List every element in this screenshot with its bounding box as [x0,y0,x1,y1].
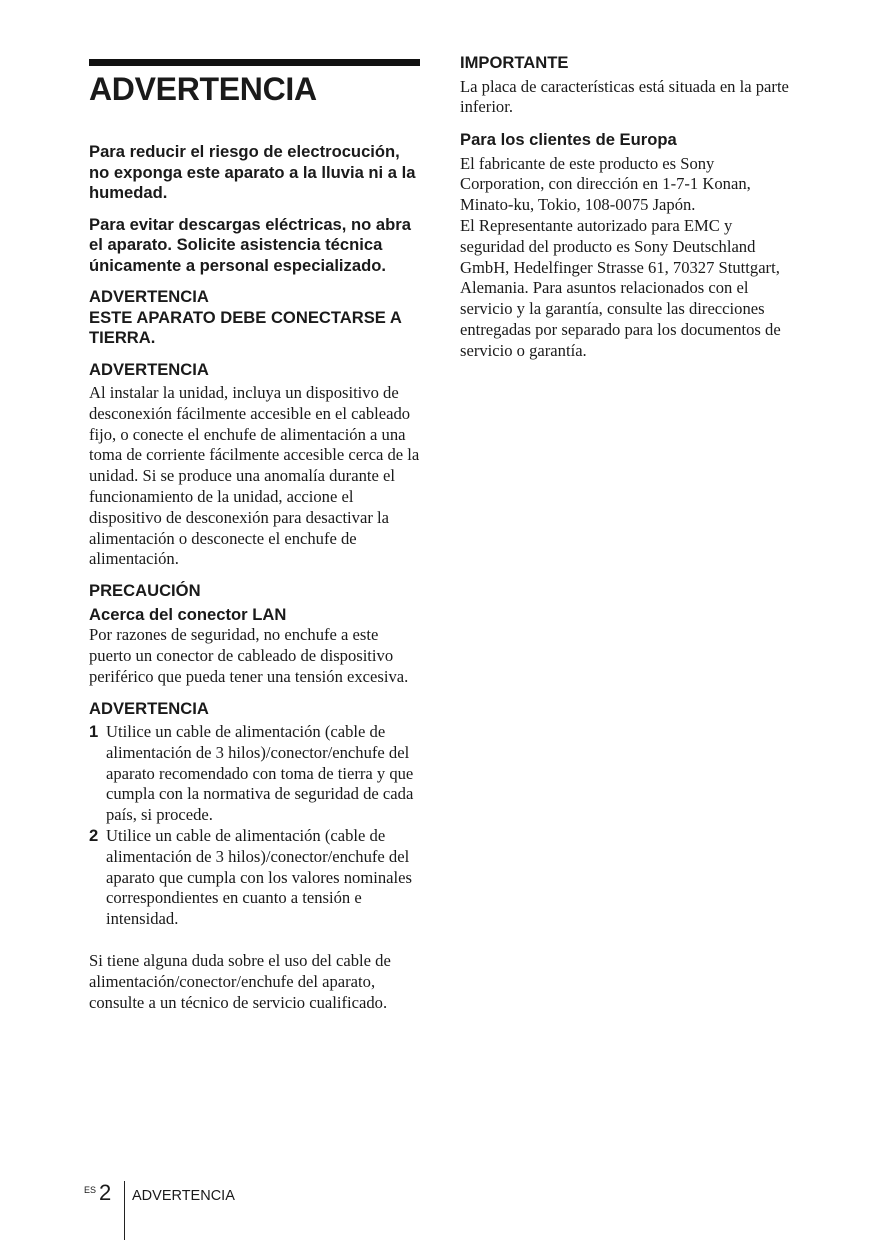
important-heading: IMPORTANTE [460,53,569,72]
warning-power-cord-heading: ADVERTENCIA [89,698,209,718]
footer-language-code: ES [84,1185,97,1195]
list-item [89,722,420,826]
europe-representative-body: El Representante autorizado para EMC y seguridad del producto es Sony Deutschland GmbH, Hedelfinger Strasse 61, 70327 Stuttgart, Alemania. Para asuntos relacionados con el servicio y la garantía, consulte las direcciones entregadas por separado para los documentos de servicio o garantía. [460,215,781,360]
page-footer [84,1178,384,1240]
list-item-text: Utilice un cable de alimentación (cable de alimentación de 3 hilos)/conector/enchufe del aparato recomendado con toma de tierra y que cumpla con la normativa de seguridad de cada país, si procede. [106,722,414,825]
page-title: ADVERTENCIA [89,71,317,107]
warning-disconnect-body: Al instalar la unidad, incluya un dispositivo de desconexión fácilmente accesible en el cableado fijo, o conecte el enchufe de alimentación a una toma de corriente fácilmente accesible cerca de la unidad. Si se produce una anomalía durante el funcionamiento de la unidad, accione el dispositivo de desconexión para desactivar la alimentación o desconecte el enchufe de alimentación. [89,383,420,569]
caution-lan-subheading: Acerca del conector LAN [89,604,287,624]
footer-section-title: ADVERTENCIA [132,1188,235,1204]
left-column [89,59,420,1013]
warning-disconnect-heading: ADVERTENCIA [89,359,209,379]
list-item [89,826,420,930]
right-column [460,53,792,362]
warning-do-not-open: Para evitar descargas eléctricas, no abra el aparato. Solicite asistencia técnica únicamente a personal especializado. [89,214,411,275]
closing-paragraph: Si tiene alguna duda sobre el uso del cable de alimentación/conector/enchufe del aparato, consulte a un técnico de servicio cualificado. [89,951,391,1012]
footer-divider [124,1181,125,1240]
warning-rain-moisture: Para reducir el riesgo de electrocución, no exponga este aparato a la lluvia ni a la humedad. [89,142,416,202]
footer-page-number: 2 [99,1180,112,1205]
power-cord-list [89,722,420,930]
warning-ground-heading: ADVERTENCIA [89,287,209,306]
caution-heading: PRECAUCIÓN [89,581,201,601]
europe-heading: Para los clientes de Europa [460,130,677,150]
europe-manufacturer-body: El fabricante de este producto es Sony Corporation, con dirección en 1-7-1 Konan, Minato-ku, Tokio, 108-0075 Japón. [460,153,751,215]
warning-ground-text: ESTE APARATO DEBE CONECTARSE A TIERRA. [89,307,402,347]
title-rule [89,59,420,66]
important-body: La placa de características está situada en la parte inferior. [460,76,789,117]
list-item-number: 2 [89,826,99,846]
list-item-text: Utilice un cable de alimentación (cable de alimentación de 3 hilos)/conector/enchufe del aparato que cumpla con los valores nominales correspondientes en cuanto a tensión e intensidad. [106,826,412,929]
list-item-number: 1 [89,722,99,742]
caution-lan-body: Por razones de seguridad, no enchufe a este puerto un conector de cableado de dispositivo periférico que pueda tener una tensión excesiva. [89,625,409,686]
